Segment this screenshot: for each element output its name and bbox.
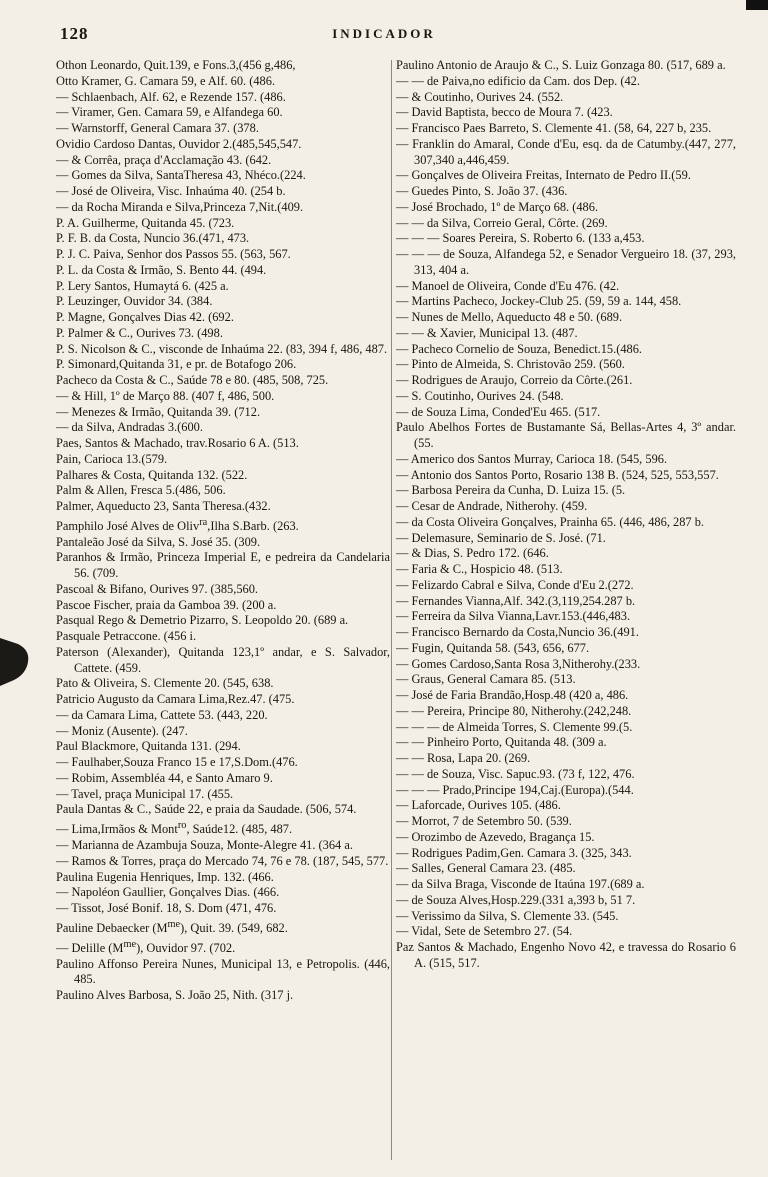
directory-entry: — — de Souza, Visc. Sapuc.93. (73 f, 122, 476. bbox=[396, 766, 635, 781]
directory-entry: P. Lery Santos, Humaytá 6. (425 a. bbox=[56, 278, 229, 293]
corner-ink-mark bbox=[746, 0, 768, 10]
directory-entry: — Tavel, praça Municipal 17. (455. bbox=[56, 786, 234, 801]
directory-entry: Paulino Alves Barbosa, S. João 25, Nith. (317 j. bbox=[56, 988, 294, 1002]
directory-entry: Palhares & Costa, Quitanda 132. (522. bbox=[56, 467, 248, 482]
directory-entry: — & Dias, S. Pedro 172. (646. bbox=[396, 546, 549, 561]
directory-entry: — Viramer, Gen. Camara 59, e Alfandega 60. bbox=[56, 105, 283, 120]
directory-entry: — — — de Souza, Alfandega 52, e Senador Vergueiro 18. (37, 293, 313, 404 a. bbox=[396, 247, 736, 277]
directory-entry: — S. Coutinho, Ourives 24. (548. bbox=[396, 388, 564, 403]
directory-entry: — Vidal, Sete de Setembro 27. (54. bbox=[396, 924, 573, 939]
directory-entry: — Ferreira da Silva Vianna,Lavr.153.(446,483. bbox=[396, 609, 631, 624]
page-header bbox=[0, 18, 768, 46]
directory-entry: — — & Xavier, Municipal 13. (487. bbox=[396, 325, 578, 340]
directory-entry: — Marianna de Azambuja Souza, Monte-Alegre 41. (364 a. bbox=[56, 838, 353, 852]
directory-entry: Pain, Carioca 13.(579. bbox=[56, 451, 168, 466]
directory-entry: Pamphilo José Alves de Oliv$^{ra}$,Ilha S.Barb. (263. bbox=[56, 516, 299, 533]
binding-hole-mark bbox=[0, 634, 34, 688]
directory-entry: — Gonçalves de Oliveira Freitas, Internato de Pedro II.(59. bbox=[396, 168, 691, 183]
directory-entry: P. J. C. Paiva, Senhor dos Passos 55. (563, 567. bbox=[56, 247, 291, 261]
directory-entry: Pascoal & Bifano, Ourives 97. (385,560. bbox=[56, 581, 259, 596]
directory-entry: — Orozimbo de Azevedo, Bragança 15. bbox=[396, 829, 595, 844]
directory-entry: — de Souza Alves,Hosp.229.(331 a,393 b, 51 7. bbox=[396, 892, 636, 907]
directory-entry: P. Leuzinger, Ouvidor 34. (384. bbox=[56, 294, 213, 309]
directory-entry: — Rodrigues de Araujo, Correio da Côrte.(261. bbox=[396, 373, 633, 387]
directory-entry: — Schlaenbach, Alf. 62, e Rezende 157. (486. bbox=[56, 89, 286, 104]
directory-entry: — Cesar de Andrade, Nitherohy. (459. bbox=[396, 499, 588, 513]
directory-entry: — Guedes Pinto, S. João 37. (436. bbox=[396, 184, 568, 198]
directory-entry: — Martins Pacheco, Jockey-Club 25. (59, 59 a. 144, 458. bbox=[396, 294, 682, 309]
directory-entry: — Delemasure, Seminario de S. José. (71. bbox=[396, 530, 606, 545]
directory-entry: — José de Faria Brandão,Hosp.48 (420 a, 486. bbox=[396, 688, 629, 702]
directory-entry: — Fernandes Vianna,Alf. 342.(3,119,254.287 b. bbox=[396, 593, 636, 608]
directory-entry: P. A. Guilherme, Quitanda 45. (723. bbox=[56, 215, 235, 230]
directory-entry: — Delille $(M^{me})$, Ouvidor 97. (702. bbox=[56, 938, 236, 955]
directory-entry: — Rodrigues Padim,Gen. Camara 3. (325, 343. bbox=[396, 845, 632, 860]
directory-entry: — Menezes & Irmão, Quitanda 39. (712. bbox=[56, 404, 261, 419]
directory-entry: P. L. da Costa & Irmão, S. Bento 44. (494. bbox=[56, 262, 267, 277]
directory-entry: — & Coutinho, Ourives 24. (552. bbox=[396, 89, 564, 104]
running-title: INDICADOR bbox=[332, 26, 436, 41]
directory-entry: — da Rocha Miranda e Silva,Princeza 7,Nit.(409. bbox=[56, 199, 304, 214]
directory-entry: — Faulhaber,Souza Franco 15 e 17,S.Dom.(476. bbox=[56, 755, 298, 770]
directory-entry: P. F. B. da Costa, Nuncio 36.(471, 473. bbox=[56, 231, 250, 246]
directory-entry: Paulina Eugenia Henriques, Imp. 132. (466. bbox=[56, 869, 274, 884]
directory-entry: — Pacheco Cornelio de Souza, Benedict.15.(486. bbox=[396, 341, 643, 356]
directory-entry: Paes, Santos & Machado, trav.Rosario 6 A. (513. bbox=[56, 436, 299, 450]
directory-entry: — — — Prado,Principe 194,Caj.(Europa).(544. bbox=[396, 782, 634, 797]
directory-entry: — Barbosa Pereira da Cunha, D. Luiza 15. (5. bbox=[396, 483, 626, 498]
directory-entry: Pacheco da Costa & C., Saúde 78 e 80. (485, 508, 725. bbox=[56, 373, 329, 387]
directory-entry: — — de Paiva,no edificio da Cam. dos Dep. (42. bbox=[396, 73, 640, 88]
directory-entry: Paulino Antonio de Araujo & C., S. Luiz Gonzaga 80. (517, 689 a. bbox=[396, 58, 726, 72]
directory-entry: Pato & Oliveira, S. Clemente 20. (545, 638. bbox=[56, 676, 274, 691]
directory-entry: — da Silva, Andradas 3.(600. bbox=[56, 420, 203, 435]
directory-entry: — Salles, General Camara 23. (485. bbox=[396, 861, 576, 876]
directory-entry: — Verissimo da Silva, S. Clemente 33. (545. bbox=[396, 908, 619, 923]
directory-entry: — da Costa Oliveira Gonçalves, Prainha 65. (446, 486, 287 b. bbox=[396, 514, 704, 529]
directory-entry: — — Pereira, Principe 80, Nitherohy.(242,248. bbox=[396, 703, 632, 718]
directory-entry: — — Rosa, Lapa 20. (269. bbox=[396, 751, 531, 765]
directory-entry: Paz Santos & Machado, Engenho Novo 42, e travessa do Rosario 6 A. (515, 517. bbox=[396, 940, 736, 970]
directory-entry: Paula Dantas & C., Saúde 22, e praia da Saudade. (506, 574. bbox=[56, 802, 357, 817]
directory-entry: — Manoel de Oliveira, Conde d'Eu 476. (42. bbox=[396, 278, 620, 293]
directory-entry: — Francisco Paes Barreto, S. Clemente 41. (58, 64, 227 b, 235. bbox=[396, 121, 712, 135]
directory-entry: — Lima,Irmãos & Mont$^{ro}$, Saúde12. (485, 487. bbox=[56, 820, 293, 837]
directory-entry: — da Silva Braga, Visconde de Itaúna 197.(689 a. bbox=[396, 877, 645, 891]
directory-entry: Pauline Debaecker $(M^{me})$, Quit. 39. (549, 682. bbox=[56, 918, 288, 935]
directory-entry: Pascoe Fischer, praia da Gamboa 39. (200 a. bbox=[56, 597, 277, 612]
left-column bbox=[56, 58, 390, 1004]
directory-entry: — David Baptista, becco de Moura 7. (423. bbox=[396, 105, 613, 120]
directory-entry: — José de Oliveira, Visc. Inhaúma 40. (254 b. bbox=[56, 184, 286, 198]
directory-entry: — José Brochado, 1º de Março 68. (486. bbox=[396, 199, 599, 214]
directory-entry: — — — de Almeida Torres, S. Clemente 99.(5. bbox=[396, 719, 633, 734]
directory-entry: — Franklin do Amaral, Conde d'Eu, esq. da de Catumby.(447, 277, 307,340 a,446,459. bbox=[396, 136, 736, 167]
directory-entry: — Ramos & Torres, praça do Mercado 74, 76 e 78. (187, 545, 577. bbox=[56, 853, 389, 868]
directory-entry: — Fugin, Quitanda 58. (543, 656, 677. bbox=[396, 640, 590, 655]
directory-entry: Otto Kramer, G. Camara 59, e Alf. 60. (486. bbox=[56, 73, 276, 88]
directory-entry: — & Corrêa, praça d'Acclamação 43. (642. bbox=[56, 152, 272, 167]
directory-entry: Patricio Augusto da Camara Lima,Rez.47. (475. bbox=[56, 692, 295, 707]
directory-entry: — Gomes da Silva, SantaTheresa 43, Nhéco.(224. bbox=[56, 168, 306, 183]
directory-entry: Paulino Affonso Pereira Nunes, Municipal 13, e Petropolis. (446, 485. bbox=[56, 956, 390, 987]
directory-entry: — Napoléon Gaullier, Gonçalves Dias. (466. bbox=[56, 885, 280, 900]
directory-entry: — Felizardo Cabral e Silva, Conde d'Eu 2.(272. bbox=[396, 577, 634, 592]
directory-entry: Pantaleão José da Silva, S. José 35. (309. bbox=[56, 534, 261, 549]
directory-entry: — — Pinheiro Porto, Quitanda 48. (309 a. bbox=[396, 735, 607, 750]
directory-entry: — Gomes Cardoso,Santa Rosa 3,Nitherohy.(233. bbox=[396, 656, 641, 671]
directory-entry: — Robim, Assembléa 44, e Santo Amaro 9. bbox=[56, 770, 273, 785]
directory-entry: — Warnstorff, General Camara 37. (378. bbox=[56, 121, 259, 135]
directory-entry: — Faria & C., Hospicio 48. (513. bbox=[396, 562, 563, 576]
directory-entry: — Morrot, 7 de Setembro 50. (539. bbox=[396, 814, 572, 828]
directory-entry: — — — Soares Pereira, S. Roberto 6. (133 a,453. bbox=[396, 231, 645, 246]
directory-entry: P. Magne, Gonçalves Dias 42. (692. bbox=[56, 310, 234, 324]
directory-entry: Pasqual Rego & Demetrio Pizarro, S. Leopoldo 20. (689 a. bbox=[56, 613, 349, 628]
directory-entry: P. Palmer & C., Ourives 73. (498. bbox=[56, 325, 223, 340]
directory-entry: Palmer, Aqueducto 23, Santa Theresa.(432. bbox=[56, 499, 271, 513]
directory-entry: — Antonio dos Santos Porto, Rosario 138 B. (524, 525, 553,557. bbox=[396, 467, 719, 482]
directory-entry: — & Hill, 1º de Março 88. (407 f, 486, 500. bbox=[56, 388, 275, 403]
directory-entry: — — da Silva, Correio Geral, Côrte. (269. bbox=[396, 215, 608, 230]
directory-entry: Palm & Allen, Fresca 5.(486, 506. bbox=[56, 483, 226, 498]
directory-entry: — Americo dos Santos Murray, Carioca 18. (545, 596. bbox=[396, 451, 668, 466]
directory-entry: — Tissot, José Bonif. 18, S. Dom (471, 476. bbox=[56, 901, 277, 915]
directory-entry: — Nunes de Mello, Aqueducto 48 e 50. (689. bbox=[396, 310, 623, 324]
directory-entry: — da Camara Lima, Cattete 53. (443, 220. bbox=[56, 707, 268, 722]
column-divider bbox=[391, 60, 392, 1160]
directory-entry: P. Simonard,Quitanda 31, e pr. de Botafogo 206. bbox=[56, 357, 297, 372]
directory-entry: Ovidio Cardoso Dantas, Ouvidor 2.(485,545,547. bbox=[56, 136, 302, 151]
directory-entry: Paul Blackmore, Quitanda 131. (294. bbox=[56, 739, 241, 754]
directory-entry: — Graus, General Camara 85. (513. bbox=[396, 672, 576, 687]
right-column bbox=[396, 58, 736, 972]
directory-entry: — Moniz (Ausente). (247. bbox=[56, 723, 188, 738]
directory-entry: Paranhos & Irmão, Princeza Imperial E, e pedreira da Candelaria 56. (709. bbox=[56, 550, 390, 581]
directory-entry: — Pinto de Almeida, S. Christovão 259. (560. bbox=[396, 357, 625, 372]
directory-entry: — de Souza Lima, Conded'Eu 465. (517. bbox=[396, 404, 601, 419]
directory-entry: Paterson (Alexander), Quitanda 123,1º andar, e S. Salvador, Cattete. (459. bbox=[56, 644, 390, 675]
directory-entry: Pasquale Petraccone. (456 i. bbox=[56, 629, 197, 644]
directory-entry: P. S. Nicolson & C., visconde de Inhaúma 22. (83, 394 f, 486, 487. bbox=[56, 341, 388, 356]
directory-entry: Paulo Abelhos Fortes de Bustamante Sá, Bellas-Artes 4, 3º andar. (55. bbox=[396, 420, 736, 450]
directory-entry: Othon Leonardo, Quit.139, e Fons.3,(456 g,486, bbox=[56, 58, 296, 72]
directory-entry: — Francisco Bernardo da Costa,Nuncio 36.(491. bbox=[396, 625, 639, 639]
page-number: 128 bbox=[60, 24, 89, 43]
directory-entry: — Laforcade, Ourives 105. (486. bbox=[396, 798, 561, 813]
